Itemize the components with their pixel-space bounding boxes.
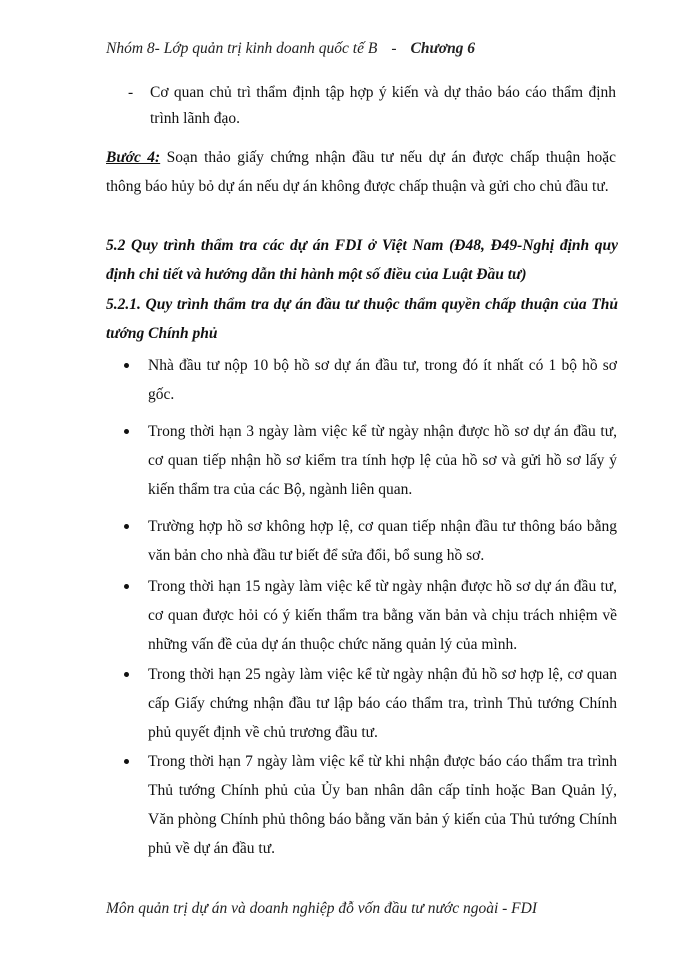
list-item-text: Trong thời hạn 15 ngày làm việc kể từ ngày nhận được hồ sơ dự án đầu tư, cơ quan được hỏi có ý kiến thẩm tra bằng văn bản và chịu trách nhiệm về những vấn đề của dự án thuộc chức năng quản lý của mình.	[148, 578, 617, 653]
bullet-dot-icon	[124, 363, 129, 368]
dash-item-text: Cơ quan chủ trì thẩm định tập hợp ý kiến và dự thảo báo cáo thẩm định trình lãnh đạo.	[150, 84, 616, 127]
step-4-label: Bước 4:	[106, 149, 161, 166]
list-item	[148, 660, 617, 747]
section-5-2-heading: 5.2 Quy trình thẩm tra các dự án FDI ở Việt Nam (Đ48, Đ49-Nghị định quy định chi tiết và hướng dẫn thi hành một số điều của Luật Đầu tư)	[106, 237, 618, 283]
page-header	[106, 40, 626, 58]
bullet-dot-icon	[124, 429, 129, 434]
list-item	[148, 572, 617, 659]
header-separator: -	[391, 40, 397, 57]
step-4-paragraph	[106, 143, 616, 201]
dash-marker: -	[128, 84, 134, 101]
list-item-text: Nhà đầu tư nộp 10 bộ hồ sơ dự án đầu tư, trong đó ít nhất có 1 bộ hồ sơ gốc.	[148, 357, 617, 403]
step-4-text: Soạn thảo giấy chứng nhận đầu tư nếu dự án được chấp thuận hoặc thông báo hủy bỏ dự án nếu dự án không được chấp thuận và gửi cho chủ đầu tư.	[106, 149, 616, 195]
list-item	[148, 747, 617, 863]
list-item-text: Trường hợp hồ sơ không hợp lệ, cơ quan tiếp nhận đầu tư thông báo bằng văn bản cho nhà đầu tư biết để sửa đổi, bổ sung hồ sơ.	[148, 518, 617, 564]
list-item-text: Trong thời hạn 3 ngày làm việc kể từ ngày nhận được hồ sơ dự án đầu tư, cơ quan tiếp nhận hồ sơ kiểm tra tính hợp lệ của hồ sơ và gửi hồ sơ lấy ý kiến thẩm tra của các Bộ, ngành liên quan.	[148, 423, 617, 498]
bullet-dot-icon	[124, 672, 129, 677]
bullet-dot-icon	[124, 584, 129, 589]
list-item	[148, 351, 617, 409]
list-item	[148, 512, 617, 570]
bullet-dot-icon	[124, 759, 129, 764]
list-item	[148, 417, 617, 504]
dash-list-item	[128, 80, 616, 132]
header-chapter: Chương 6	[410, 40, 476, 57]
page-footer: Môn quản trị dự án và doanh nghiệp đỗ vốn đầu tư nước ngoài - FDI	[106, 900, 537, 917]
list-item-text: Trong thời hạn 25 ngày làm việc kể từ ngày nhận đủ hồ sơ hợp lệ, cơ quan cấp Giấy chứng nhận đầu tư lập báo cáo thẩm tra, trình Thủ tướng Chính phủ quyết định về chủ trương đầu tư.	[148, 666, 617, 741]
bullet-dot-icon	[124, 524, 129, 529]
list-item-text: Trong thời hạn 7 ngày làm việc kể từ khi nhận được báo cáo thẩm tra trình Thủ tướng Chính phủ của Ủy ban nhân dân cấp tỉnh hoặc Ban Quản lý, Văn phòng Chính phủ thông báo bằng văn bản ý kiến của Thủ tướng Chính phủ về dự án đầu tư.	[148, 753, 617, 857]
section-5-2-1-heading: 5.2.1. Quy trình thẩm tra dự án đầu tư thuộc thẩm quyền chấp thuận của Thủ tướng Chính phủ	[106, 296, 618, 342]
header-course-group: Nhóm 8- Lớp quản trị kinh doanh quốc tế B	[106, 40, 378, 57]
